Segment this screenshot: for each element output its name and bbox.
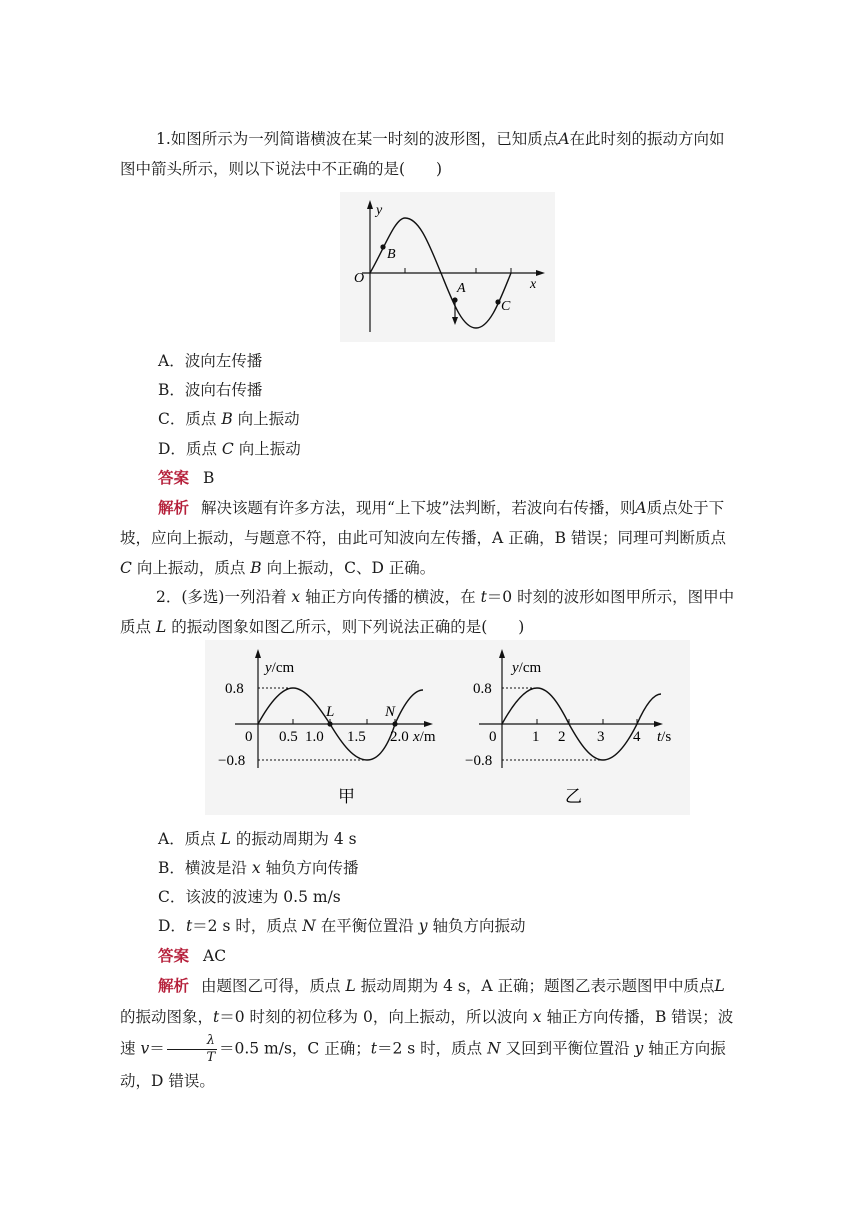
q1-axis-y-label: y <box>376 203 383 218</box>
q1-point-b-label: B <box>387 247 396 262</box>
yi-tick-2: 3 <box>597 729 605 745</box>
q2-option-c: C．该波的波速为 0.5 m/s <box>158 888 341 906</box>
yi-tick-1: 2 <box>558 729 566 745</box>
q1-answer: 答案 B <box>158 468 215 487</box>
jia-tick-1: 1.0 <box>305 729 324 745</box>
q1-number: 1. <box>156 130 171 148</box>
q2-option-a: A．质点 L 的振动周期为 4 s <box>158 830 357 848</box>
q1-stem: 1.如图所示为一列简谐横波在某一时刻的波形图，已知质点A在此时刻的振动方向如图中箭头所示，则以下说法中不正确的是( ) <box>120 130 725 178</box>
yi-y-bottom-tick: −0.8 <box>465 753 493 769</box>
yi-origin-label: 0 <box>489 729 497 745</box>
jia-origin-label: 0 <box>245 729 253 745</box>
q1-point-a-label: A <box>457 281 466 296</box>
jia-y-top-tick: 0.8 <box>225 681 244 697</box>
jia-caption: 甲 <box>338 787 355 806</box>
jia-tick-3: 2.0 <box>390 729 409 745</box>
q2-stem: 2．(多选)一列沿着 x 轴正方向传播的横波，在 t＝0 时刻的波形如图甲所示，图甲中质点 L 的振动图象如图乙所示，则下列说法正确的是( ) <box>120 588 735 636</box>
q1-axis-x-label: x <box>530 277 537 292</box>
q2-solution: 解析 由题图乙可得，质点 L 振动周期为 4 s，A 正确；题图乙表示题图甲中质点L 的振动图象，t＝0 时刻的初位移为 0，向上振动，所以波向 x 轴正方向传播，B 错误；波速 v＝ $\frac{\lambda}{T}$ ＝0.5 m/s，C 正确；t＝2 s 时，质点 N 又回到平衡位置沿 y 轴正方向振动，D 错误。 <box>120 976 734 1090</box>
yi-y-top-tick: 0.8 <box>473 681 492 697</box>
q1-point-c-label: C <box>501 299 511 314</box>
q2-option-d: D．t＝2 s 时，质点 N 在平衡位置沿 y 轴负方向振动 <box>158 917 526 935</box>
jia-tick-0: 0.5 <box>279 729 298 745</box>
yi-caption: 乙 <box>565 787 582 806</box>
q1-option-a: A．波向左传播 <box>158 352 263 370</box>
q1-wave-figure <box>340 192 555 342</box>
yi-tick-0: 1 <box>532 729 540 745</box>
yi-y-axis-label: y/cm <box>512 660 542 676</box>
q2-figure-yi <box>445 640 690 815</box>
q2-answer: 答案 AC <box>158 946 227 965</box>
yi-x-axis-label: t/s <box>657 729 672 745</box>
jia-y-bottom-tick: −0.8 <box>218 753 246 769</box>
q2-option-b: B．横波是沿 x 轴负方向传播 <box>158 859 359 877</box>
jia-y-axis-label: y/cm <box>265 660 295 676</box>
q1-option-d: D．质点 C 向上振动 <box>158 440 301 458</box>
point-l-marker <box>327 721 332 726</box>
point-n-marker <box>392 721 397 726</box>
jia-x-axis-label: x/m <box>413 729 436 745</box>
jia-point-l-label: L <box>326 704 335 720</box>
q1-option-b: B．波向右传播 <box>158 381 263 399</box>
jia-point-n-label: N <box>385 704 396 720</box>
q1-solution: 解析 解决该题有许多方法，现用“上下坡”法判断，若波向右传播，则A质点处于下坡，应向上振动，与题意不符，由此可知波向左传播，A 正确，B 错误；同理可判断质点 C 向上振动，质点 B 向上振动，C、D 正确。 <box>120 498 726 577</box>
q2-figure-jia <box>205 640 445 815</box>
q1-option-c: C．质点 B 向上振动 <box>158 410 300 428</box>
yi-tick-3: 4 <box>633 729 641 745</box>
wave-speed-fraction: $\frac{\lambda}{T}$ <box>167 1033 217 1066</box>
jia-tick-2: 1.5 <box>347 729 366 745</box>
q1-origin-label: O <box>354 271 365 286</box>
point-c-marker <box>495 299 500 304</box>
point-b-marker <box>380 244 385 249</box>
